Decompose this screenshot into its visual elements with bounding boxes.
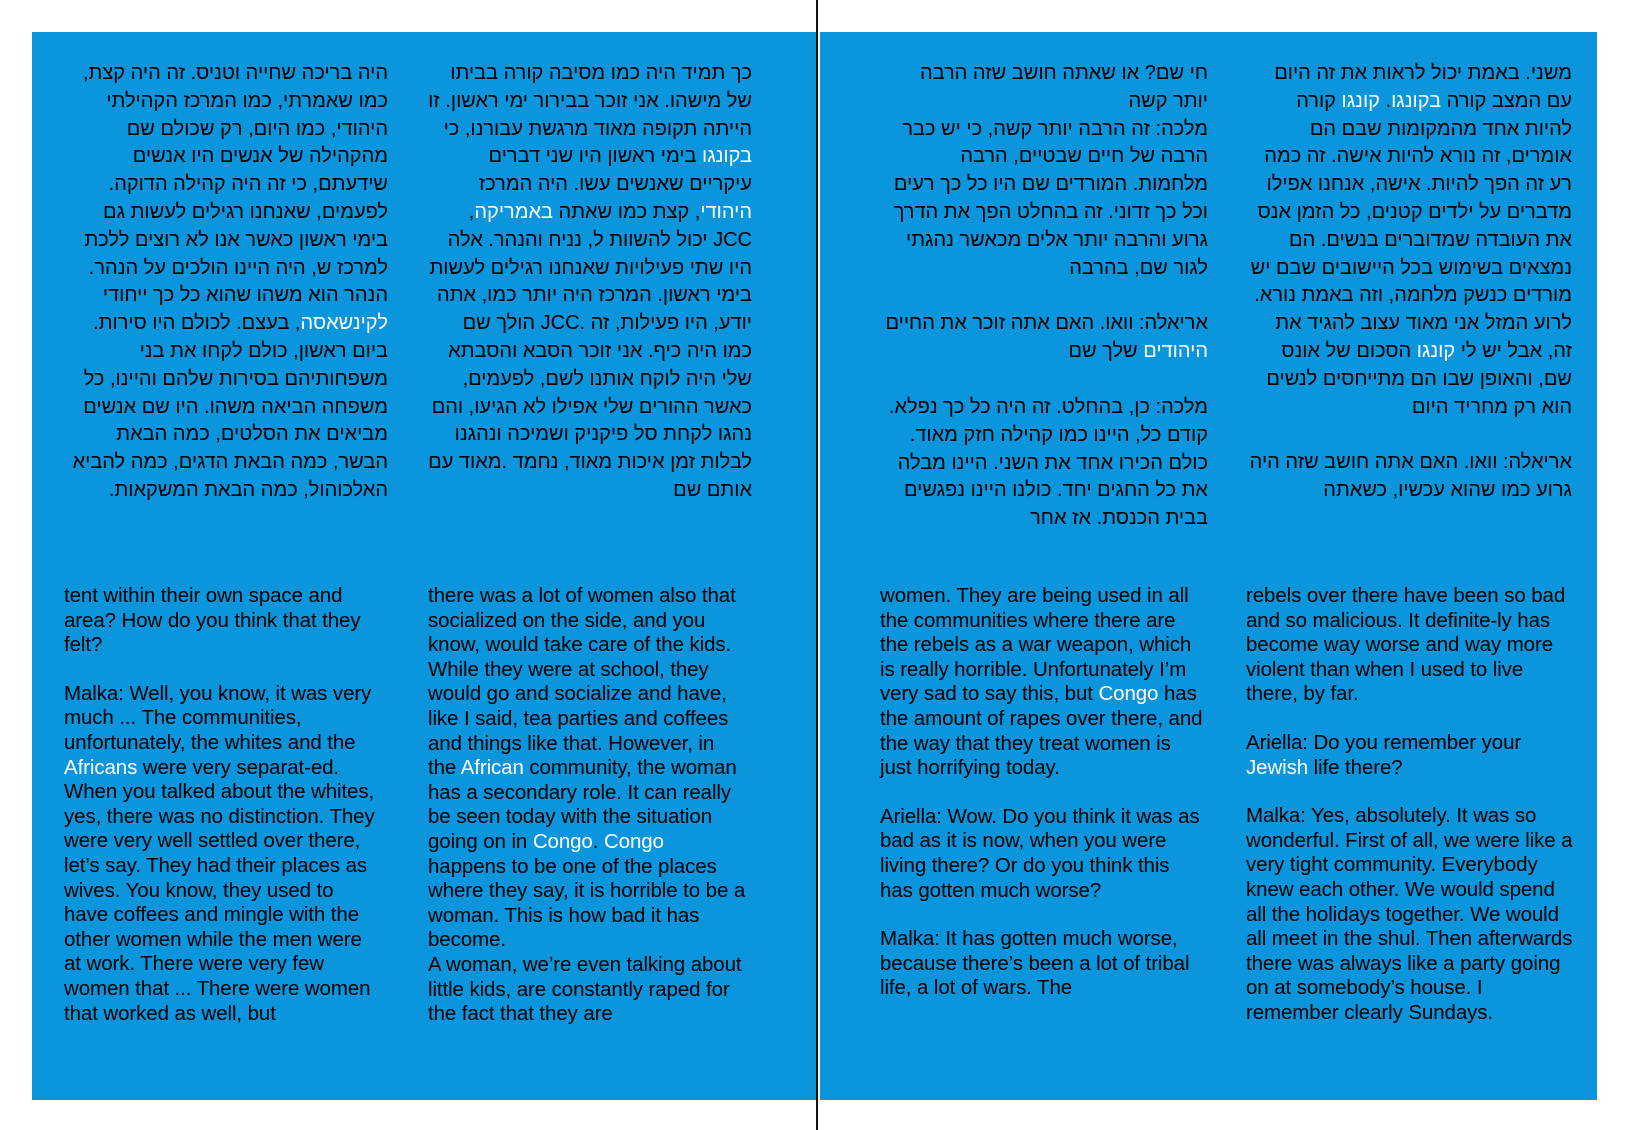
- article-paragraph: [879, 310, 1208, 366]
- text-run: Malka: Yes, absolutely. It was so wonderful. First of all, we were like a very tight community. Everybody knew each other. We would spend all the holidays together. We would all meet in the shul. Then afterwards there was always like a party going on at somebody’s house. I remember clearly Sundays.: [1246, 804, 1579, 1024]
- hebrew-text-column-left-outer: [62, 60, 388, 505]
- text-run: Malka: It has gotten much worse, because there’s been a lot of tribal life, a lot of wars. The: [880, 927, 1196, 1000]
- text-run: מלכה: זה הרבה יותר קשה, כי יש כבר הרבה של חיים שבטיים, הרבה מלחמות. המורדים שם היו כל כך רעים וכל כך זדוני. זה בהחלט הפך את הדרך גרוע והרבה יותר אלים מכאשר נהגתי לגור שם, בהרבה: [888, 117, 1208, 279]
- highlighted-term: קונגו: [1341, 89, 1380, 112]
- text-run: were very separat-ed. When you talked about the whites, yes, there was no distinction. They were very well settled over there, let’s say. They had their places as wives. You know, they used to have coffees and mingle with the other women while the men were at work. There were very few women that ... There were women that worked as well, but: [64, 755, 381, 1025]
- paragraph-spacer: [1246, 421, 1572, 449]
- highlighted-term: Congo: [1098, 682, 1159, 706]
- text-run: tent within their own space and area? How do you think that they felt?: [64, 584, 367, 657]
- highlighted-term: באמריקה: [474, 200, 553, 223]
- text-run: קורה להיות אחד מהמקומות שבם הם אומרים, זה נורא להיות אישה. זה כמה רע זה הפך להיות. אישה, אנחנו אפילו מדברים על ילדים קטנים, כל הזמן אנס את העובדה שמדוברים בנשים. הם נמצאים בשימוש בכל היישובים שבם יש מורדים כנשק מלחמה, וזה באמת נורא. לרוע המזל אני מאוד עצוב להגיד את זה, אבל יש לי: [1245, 89, 1572, 362]
- text-run: משני. באמת יכול לראות את זה היום עם המצב קורה: [1268, 62, 1572, 112]
- paragraph-spacer: [880, 903, 1204, 927]
- highlighted-term: Jewish: [1246, 755, 1309, 779]
- hebrew-text-column-right-inner: [879, 60, 1208, 533]
- text-run: Ariella: Wow. Do you think it was as bad as it is now, when you were living there? Or do you think this has gotten much worse?: [880, 804, 1206, 902]
- english-text-column-right-outer: [1246, 584, 1579, 1026]
- highlighted-term: היהודים: [1143, 340, 1208, 363]
- hebrew-text-column-right-outer: [1246, 60, 1572, 505]
- text-run: has the amount of rapes over there, and the way that they treat women is just horrifying today.: [880, 682, 1209, 780]
- page-spine-divider: [816, 0, 818, 1130]
- highlighted-term: היהודי: [700, 200, 752, 223]
- article-paragraph: [1246, 60, 1572, 421]
- text-run: בימי ראשון היו שני דברים עיקריים שאנשים עשו. היה המרכז: [473, 145, 752, 196]
- paragraph-spacer: [1246, 780, 1576, 804]
- text-run: , בעצם. לכולם היו סירות. ביום ראשון, כולם לקחו את בני משפחותיהם בסירות שלהם והיינו, כל משפחה הביאה משהו. היו שם אנשים מביאים את הסלטים, כמה הבאת הבשר, כמה הבאת הדגים, כמה להביא האלכוהול, כמה הבאת המשקאות.: [67, 312, 388, 501]
- article-paragraph: [428, 584, 751, 953]
- text-run: מלכה: כן, בהחלט. זה היה כל כך נפלא. קודם כל, היינו כמו קהילה חזק מאוד. כולם הכירו אחד את השני. היינו מבלה את כל החגים יחד. כולנו היינו נפגשים בבית הכנסת. אז אחר: [883, 395, 1208, 530]
- article-paragraph: [1246, 731, 1576, 780]
- text-run: Ariella: Do you remember your: [1246, 730, 1527, 754]
- text-run: כך תמיד היה כמו מסיבה קורה בביתו של מישהו. אני זוכר בבירור ימי ראשון. זו הייתה תקופה מאוד מרגשת עבורנו, כי: [422, 62, 752, 140]
- article-paragraph: [880, 805, 1204, 903]
- article-paragraph: [64, 584, 382, 658]
- text-run: היה בריכה שחייה וטניס. זה היה קצת, כמו שאמרתי, כמו המרכז הקהילתי היהודי, כמו היום, רק שכולם שם מהקהילה של אנשים היו אנשים שידעתם, כי זה היה קהילה הדוקה. לפעמים, שאנחנו רגילים לעשות גם בימי ראשון כאשר אנו לא רוצים ללכת למרכז ש, היה היינו הולכים על הנהר. הנהר הוא משהו שהוא כל כך ייחודי: [77, 62, 388, 307]
- article-paragraph: [422, 60, 752, 505]
- article-paragraph: [62, 60, 388, 505]
- highlighted-term: Congo: [603, 829, 664, 853]
- article-paragraph: [880, 584, 1209, 781]
- paragraph-spacer: [882, 282, 1208, 310]
- text-run: אריאלה: וואו. האם אתה חושב שזה היה גרוע כמו שהוא עכשיו, כשאתה: [1244, 451, 1572, 502]
- paragraph-spacer: [882, 366, 1208, 394]
- hebrew-text-column-left-inner: [422, 60, 752, 505]
- text-run: , JCC יכול להשוות ל, נניח והנהר. אלה היו שתי פעילויות שאנחנו רגילים לעשות בימי ראשון. המרכז היה יותר כמו, אתה יודע, היו פעילות, זה .JCC הולך שם כמו היה כיף. אני זוכר הסבא והסבתא שלי היה לוקח אותנו לשם, לפעמים, כאשר ההורים שלי אפילו לא הגיעו, והם נהגו לקחת סל פיקניק ושמיכה ונהגנו לבלות זמן איכות מאוד, נחמד .מאוד עם אותם שם: [422, 200, 752, 501]
- highlighted-term: בקונגו: [702, 145, 752, 168]
- article-paragraph: [882, 116, 1208, 283]
- article-paragraph: [880, 927, 1204, 1001]
- highlighted-term: קונגו: [1416, 339, 1456, 362]
- paragraph-spacer: [64, 658, 382, 682]
- text-run: community, the woman has a secondary role. It can really be seen today with the situation going on in: [428, 756, 743, 853]
- highlighted-term: Africans: [64, 755, 138, 779]
- paragraph-spacer: [880, 781, 1204, 805]
- text-run: .: [1379, 89, 1392, 112]
- text-run: .: [592, 829, 604, 853]
- article-paragraph: [882, 394, 1208, 533]
- english-text-column-left-outer: [64, 584, 382, 1026]
- english-text-column-right-inner: [880, 584, 1209, 1001]
- highlighted-term: Congo: [532, 829, 593, 853]
- text-run: women. They are being used in all the communities where there are the rebels as a war weapon, which is really horrible. Unfortunately I’m very sad to say this, but: [880, 584, 1197, 706]
- text-run: life there?: [1308, 755, 1403, 779]
- english-text-column-left-inner: [428, 584, 751, 1027]
- article-paragraph: [882, 60, 1208, 116]
- text-run: חי שם? או שאתה חושב שזה הרבה יותר קשה: [914, 62, 1208, 112]
- text-run: A woman, we’re even talking about little kids, are constantly raped for the fact that they are: [428, 952, 748, 1026]
- text-run: happens to be one of the places where they say, it is horrible to be a woman. This is how bad it has become.: [428, 829, 751, 952]
- text-run: אריאלה: וואו. האם אתה זוכר את החיים: [879, 312, 1208, 335]
- text-run: הסכום של אונס שם, והאופן שבו הם מתייחסים לנשים הוא רק מחריד היום: [1260, 339, 1572, 418]
- article-paragraph: [1246, 584, 1576, 707]
- text-run: there was a lot of women also that socialized on the side, and you know, would take care of the kids. While they were at school, they would go and socialize and have, like I said, tea parties and coffees and things like that. However, in the: [428, 584, 742, 780]
- highlighted-term: African: [460, 756, 524, 780]
- text-run: rebels over there have been so bad and so malicious. It definite-ly has become way worse and way more violent than when I used to live there, by far.: [1246, 584, 1571, 706]
- highlighted-term: לקינשאסה: [300, 312, 388, 335]
- article-paragraph: [64, 682, 382, 1026]
- highlighted-term: בקונגו: [1391, 89, 1442, 112]
- article-paragraph: [428, 953, 746, 1027]
- paragraph-spacer: [1246, 707, 1576, 731]
- article-paragraph: [1246, 449, 1572, 505]
- text-run: , קצת כמו שאתה: [552, 200, 701, 223]
- text-run: שלך שם: [1068, 340, 1144, 363]
- article-paragraph: [1246, 804, 1579, 1025]
- text-run: Malka: Well, you know, it was very much ... The communities, unfortunately, the whites and the: [64, 681, 377, 754]
